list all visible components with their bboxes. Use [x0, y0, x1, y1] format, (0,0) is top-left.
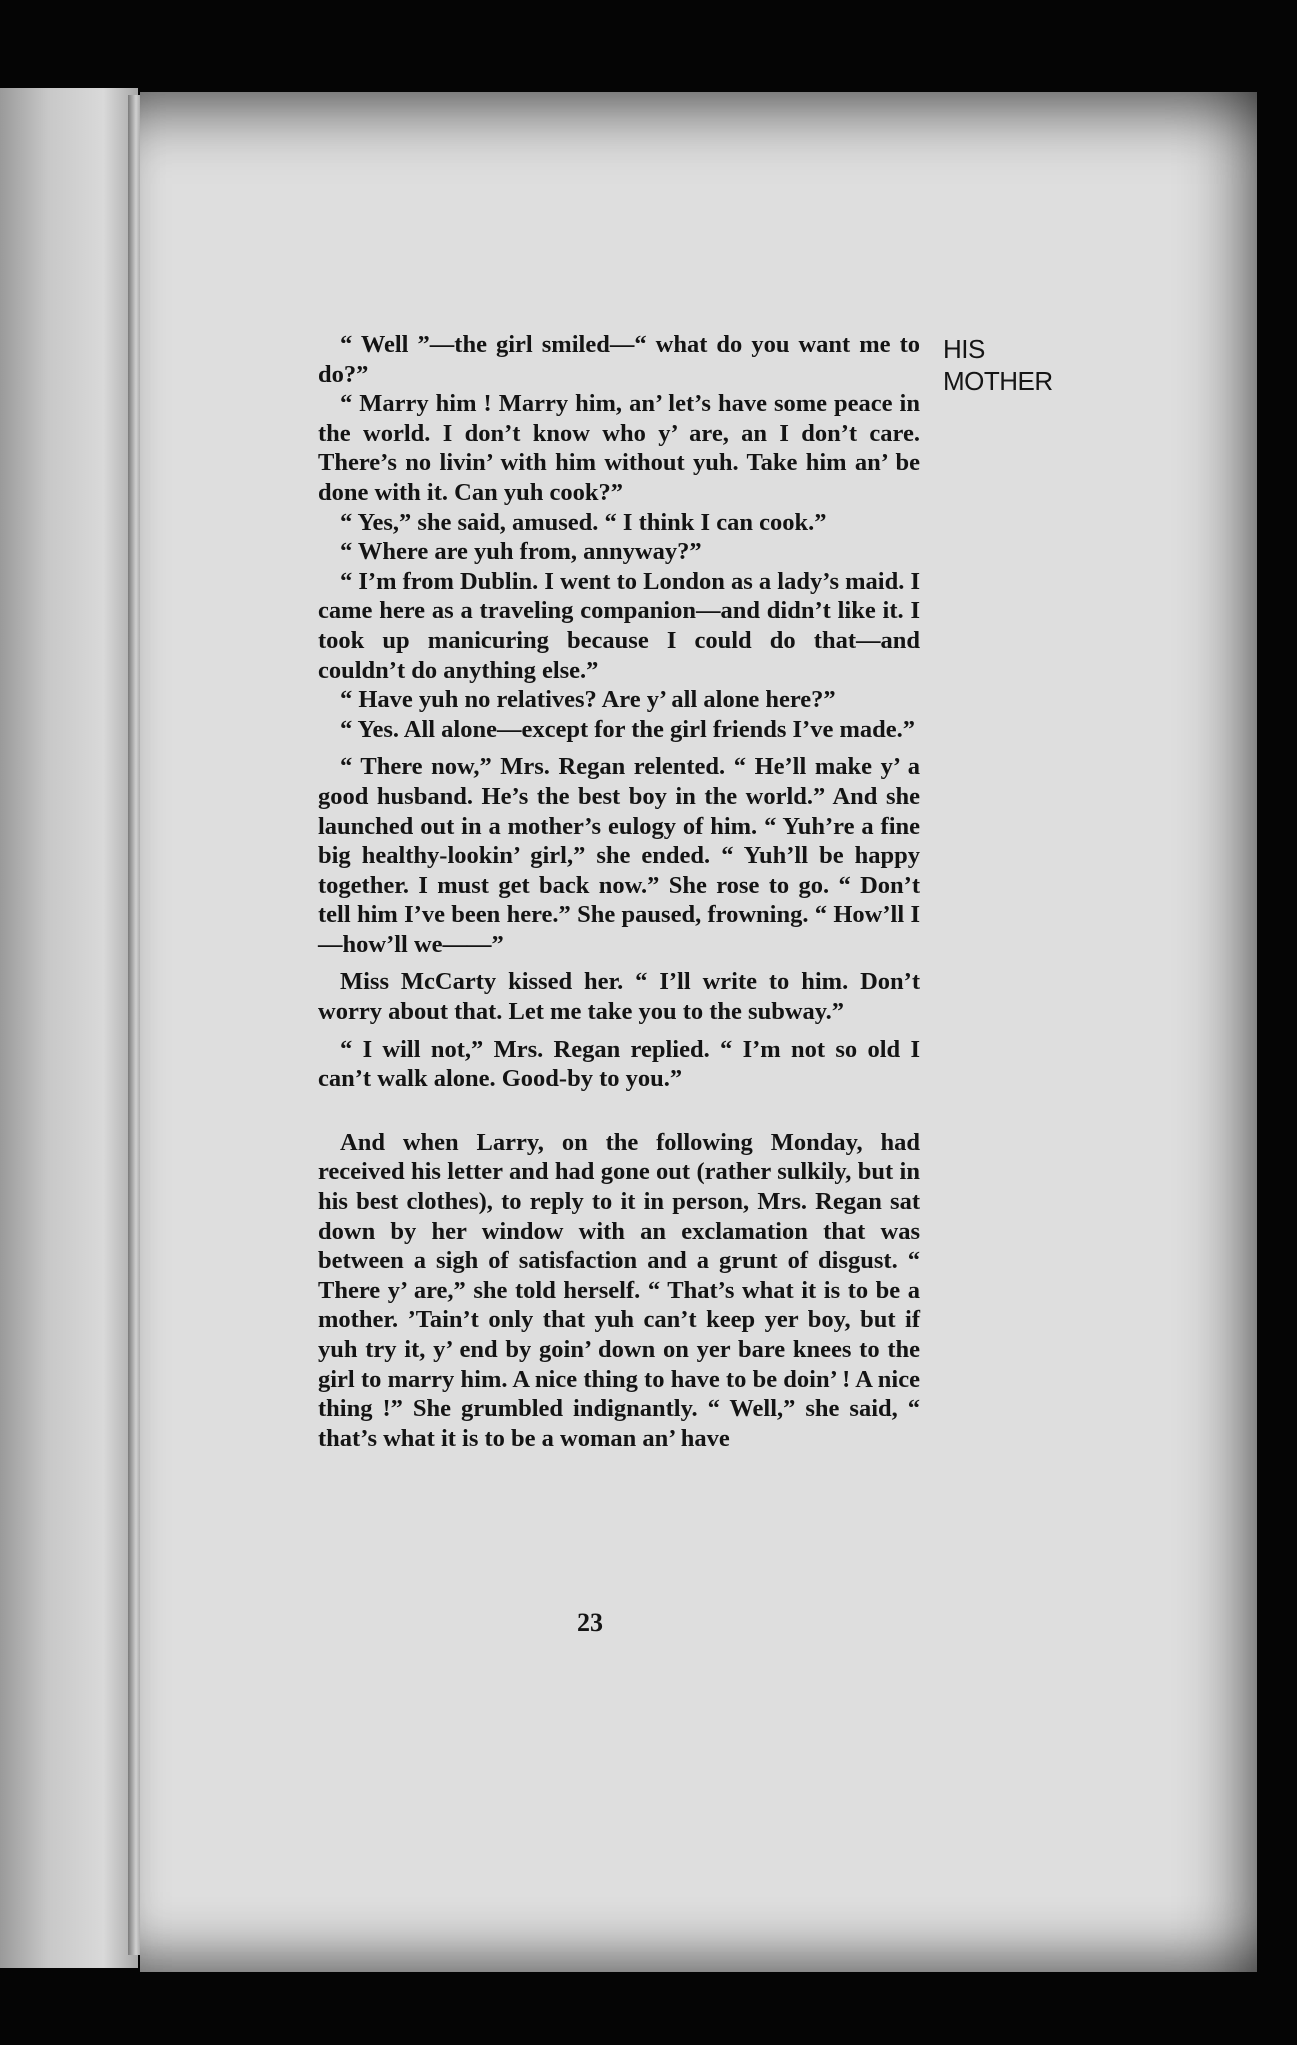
running-head-line-2: MOTHER [943, 366, 1053, 396]
paragraph: “ Well ”—the girl smiled—“ what do you want me to do?” [318, 331, 920, 388]
paragraph: “ Where are yuh from, annyway?” [340, 538, 702, 566]
paragraph: “ Have yuh no relatives? Are y’ all alone here?” [340, 686, 836, 714]
paragraph: “ Yes,” she said, amused. “ I think I can cook.” [340, 508, 827, 536]
left-page-edge [0, 88, 138, 1968]
running-head [943, 333, 1053, 397]
paragraph: “ Yes. All alone—except for the girl friends I’ve made.” [340, 715, 915, 743]
paragraph: “ Marry him ! Marry him, an’ let’s have some peace in the world. I don’t know who y’ are, an I don’t care. There’s no livin’ with him without yuh. Take him an’ be done with it. Can yuh cook?” [318, 390, 920, 506]
running-head-line-1: HIS [943, 334, 985, 364]
paragraph: “ I will not,” Mrs. Regan replied. “ I’m not so old I can’t walk alone. Good-by to you.” [318, 1035, 920, 1093]
paragraph: Miss McCarty kissed her. “ I’ll write to him. Don’t worry about that. Let me take you to the subway.” [318, 968, 920, 1026]
paragraph: “ I’m from Dublin. I went to London as a lady’s maid. I came here as a traveling companion—and didn’t like it. I took up manicuring because I could do that—and couldn’t do anything else.” [318, 567, 920, 684]
paragraph: “ There now,” Mrs. Regan relented. “ He’ll make y’ a good husband. He’s the best boy in the world.” And she launched out in a mother’s eulogy of him. “ Yuh’re a fine big healthy-lookin’ girl,” she ended. “ Yuh’ll be happy together. I must get back now.” She rose to go. “ Don’t tell him I’ve been here.” She paused, frowning. “ How’ll I—how’ll we——” [318, 753, 920, 958]
page-number: 23 [577, 1608, 603, 1637]
paragraph: And when Larry, on the following Monday, had received his letter and had gone out (rather sulkily, but in his best clothes), to reply to it in person, Mrs. Regan sat down by her window with an exclamation that was between a sigh of satisfaction and a grunt of disgust. “ There y’ are,” she told herself. “ That’s what it is to be a mother. ’Tain’t only that yuh can’t keep yer boy, but if yuh try it, y’ end by goin’ down on yer bare knees to the girl to marry him. A nice thing to have to be doin’ ! A nice thing !” She grumbled indignantly. “ Well,” she said, “ that’s what it is to be a woman an’ have [318, 1128, 920, 1452]
body-text [318, 330, 920, 1453]
